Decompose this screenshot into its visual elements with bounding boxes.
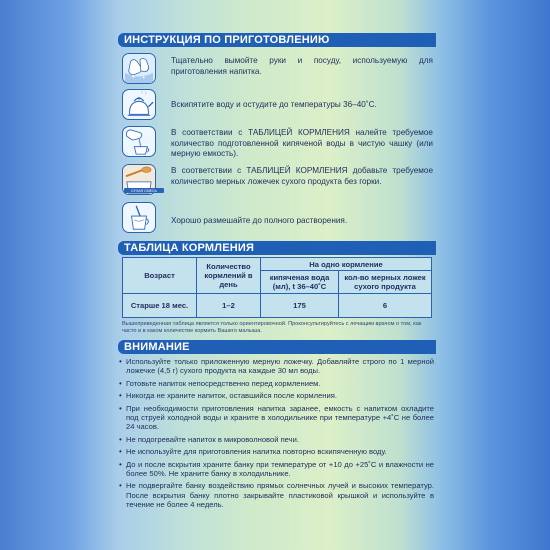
table-note: Вышеприведенная таблица является только ориентировочной. Проконсультируйтесь с лечащим врачом о том, как часто и в каком количестве кормить Вашего малыша. xyxy=(122,321,422,334)
attention-heading: ВНИМАНИЕ xyxy=(118,340,436,354)
header-age: Возраст xyxy=(123,258,197,294)
pouring-water-icon xyxy=(122,126,156,157)
step-text-3: В соответствии с ТАБЛИЦЕЙ КОРМЛЕНИЯ налейте требуемое количество подготовленной кипяченой воды в чистую чашку (или мерную емкость). xyxy=(171,128,433,158)
spoon-caption: СУХАЯ СМЕСЬ xyxy=(124,188,164,193)
cell-age: Старше 18 мес. xyxy=(123,294,197,318)
list-item: • Готовьте напиток непосредственно перед кормлением. xyxy=(118,379,434,388)
header-count: Количество кормлений в день xyxy=(197,258,261,294)
feeding-table-heading: ТАБЛИЦА КОРМЛЕНИЯ xyxy=(118,241,436,255)
list-item: • Никогда не храните напиток, оставшийся после кормления. xyxy=(118,391,434,400)
step-text-5: Хорошо размешайте до полного растворения. xyxy=(171,216,348,225)
cell-water: 175 xyxy=(261,294,339,318)
cell-count: 1–2 xyxy=(197,294,261,318)
list-item: • При необходимости приготовления напитка заранее, емкость с напитком охладите под струей холодной воды и храните в холодильнике при температуре +4˚С не более 24 часов. xyxy=(118,404,434,432)
stirring-cup-icon xyxy=(122,202,156,233)
list-item: • Используйте только приложенную мерную ложечку. Добавляйте строго по 1 мерной ложечке (4,5 г) сухого продукта на каждые 30 мл воды. xyxy=(118,357,434,376)
header-per-feeding: На одно кормление xyxy=(261,258,432,271)
list-item: • Не подогревайте напиток в микроволновой печи. xyxy=(118,435,434,444)
feeding-table xyxy=(122,257,432,318)
list-item: • Не используйте для приготовления напитка повторно вскипяченную воду. xyxy=(118,447,434,456)
instruction-sheet xyxy=(118,0,436,550)
step-text-2: Вскипятите воду и остудите до температуры 36–40˚С. xyxy=(171,100,377,109)
list-item: • До и после вскрытия храните банку при температуре от +10 до +25˚С и влажности не более 50%. Не храните банку в холодильнике. xyxy=(118,460,434,479)
list-item: • Не подвергайте банку воздействию прямых солнечных лучей и высоких температур. После вскрытия банку плотно закрывайте пластиковой крышкой и используйте в течение не более 4 недель. xyxy=(118,481,434,509)
cell-spoons: 6 xyxy=(339,294,432,318)
step-text-1: Тщательно вымойте руки и посуду, используемую для приготовления напитка. xyxy=(171,56,433,76)
instructions-heading: ИНСТРУКЦИЯ ПО ПРИГОТОВЛЕНИЮ xyxy=(118,33,436,47)
header-spoons: кол-во мерных ложек сухого продукта xyxy=(339,271,432,294)
hand-washing-icon xyxy=(122,53,156,84)
header-water: кипяченая вода (мл), t 36–40˚С xyxy=(261,271,339,294)
table-row xyxy=(123,294,432,318)
kettle-icon xyxy=(122,89,156,120)
attention-list xyxy=(118,357,436,513)
step-text-4: В соответствии с ТАБЛИЦЕЙ КОРМЛЕНИЯ добавьте требуемое количество мерных ложечек сухого продукта без горки. xyxy=(171,166,433,186)
